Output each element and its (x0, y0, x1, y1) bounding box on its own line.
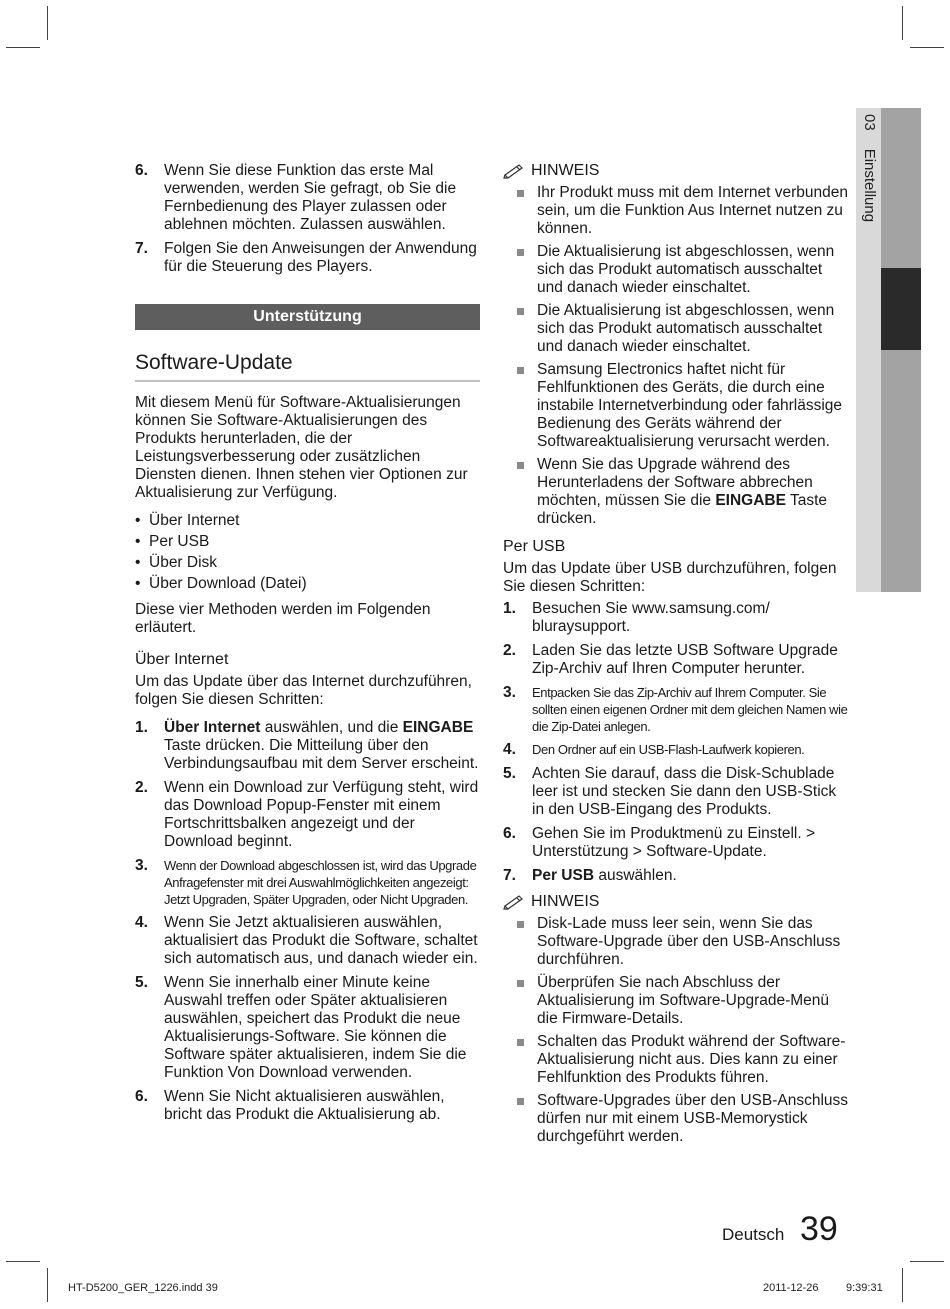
step-number: 1. (135, 719, 148, 736)
list-item (503, 867, 848, 885)
step-text: Besuchen Sie www.samsung.com/ bluraysupport. (532, 600, 770, 635)
note-text: Schalten das Produkt während der Software-Aktualisierung nicht aus. Dies kann zu einer Fehlfunktion des Produkts führen. (537, 1033, 846, 1086)
note-text-part: Wenn Sie das Upgrade während des Herunterladens der Software abbrechen möchten, müssen Sie die (537, 456, 813, 509)
step-text: Wenn ein Download zur Verfügung steht, wird das Download Popup-Fenster mit einem Fortschrittsbalken angezeigt und der Download beginnt. (164, 779, 479, 850)
bold-term: EINGABE (402, 719, 474, 736)
crop-mark (910, 1261, 944, 1262)
note-heading (503, 162, 848, 180)
note-item (517, 1092, 848, 1146)
option-label: Über Download (Datei) (149, 575, 307, 592)
bullet-icon: • (135, 533, 141, 550)
square-bullet-icon (517, 243, 537, 297)
usb-intro: Um das Update über USB durchzuführen, folgen Sie diesen Schritten: (503, 560, 837, 595)
crop-mark (6, 47, 40, 48)
page-number: 39 (800, 1210, 838, 1248)
note-text: Überprüfen Sie nach Abschluss der Aktualisierung im Software-Upgrade-Menü die Firmware-Details. (537, 974, 830, 1027)
step-number: 7. (135, 240, 148, 257)
bold-term: Per USB (532, 867, 595, 884)
list-item (503, 642, 848, 678)
step-text: Wenn Sie Jetzt aktualisieren auswählen, aktualisiert das Produkt die Software, schaltet sich automatisch aus, und danach wieder ein. (164, 914, 478, 967)
note-text (537, 456, 848, 528)
step-number: 1. (503, 600, 516, 617)
options-list (135, 512, 480, 593)
list-item (135, 779, 480, 851)
slug-date: 2011-12-26 (763, 1282, 819, 1294)
option-label: Über Internet (149, 512, 240, 529)
page-title: Software-Update (135, 350, 480, 382)
note-text-part: Taste drücken. (537, 492, 828, 527)
note-text: Die Aktualisierung ist abgeschlossen, wenn sich das Produkt automatisch ausschaltet und danach wieder einschaltet. (537, 302, 835, 355)
section-bar: Unterstützung (135, 304, 480, 330)
usb-heading: Per USB (503, 538, 566, 555)
step-number: 5. (135, 974, 148, 991)
slug-file: HT-D5200_GER_1226.indd 39 (68, 1282, 218, 1294)
crop-mark (902, 6, 903, 40)
step-text: Laden Sie das letzte USB Software Upgrade Zip-Archiv auf Ihren Computer herunter. (532, 642, 838, 677)
footer-language: Deutsch (722, 1225, 785, 1244)
step-number: 4. (503, 741, 516, 758)
note-item (517, 974, 848, 1028)
step-text-part: auswählen. (594, 867, 677, 884)
crop-mark (47, 6, 48, 40)
step-number: 6. (135, 162, 148, 179)
step-text: Den Ordner auf ein USB-Flash-Laufwerk kopieren. (532, 742, 805, 757)
side-tab-label (861, 114, 878, 222)
note-item (517, 243, 848, 297)
note-item (517, 361, 848, 451)
list-item (503, 600, 848, 636)
note-item (517, 1033, 848, 1087)
list-item (135, 575, 480, 593)
square-bullet-icon (517, 302, 537, 356)
step-number: 5. (503, 765, 516, 782)
internet-intro: Um das Update über das Internet durchzuführen, folgen Sie diesen Schritten: (135, 673, 472, 708)
crop-mark (902, 1268, 903, 1302)
step-text-part: auswählen, und die (260, 719, 403, 736)
crop-mark (6, 1261, 40, 1262)
options-note: Diese vier Methoden werden im Folgenden erläutert. (135, 601, 431, 636)
list-item (135, 240, 480, 276)
step-text: Achten Sie darauf, dass die Disk-Schublade leer ist und stecken Sie dann den USB-Stick in den USB-Eingang des Produkts. (532, 765, 837, 818)
note-text: Die Aktualisierung ist abgeschlossen, wenn sich das Produkt automatisch ausschaltet und danach wieder einschaltet. (537, 243, 835, 296)
step-text: Gehen Sie im Produktmenü zu Einstell. > Unterstützung > Software-Update. (532, 825, 816, 860)
list-item (135, 857, 480, 908)
step-number: 2. (135, 779, 148, 796)
slug-time: 9:39:31 (846, 1282, 883, 1294)
option-label: Über Disk (149, 554, 218, 571)
side-tab-strip (881, 108, 921, 592)
side-tab-marker (881, 268, 921, 350)
note-text: Samsung Electronics haftet nicht für Fehlfunktionen des Geräts, die durch eine instabile Internetverbindung oder fahrlässige Bedienung des Geräts während der Softwareaktualisierung verursacht werden. (537, 361, 843, 450)
step-text: Wenn Sie innerhalb einer Minute keine Auswahl treffen oder Später aktualisieren auswählen, speichert das Produkt die neue Aktualisierungs-Software. Sie können die Software später aktualisieren, indem Sie die Funktion Von Download verwenden. (164, 974, 467, 1081)
step-text: Wenn Sie diese Funktion das erste Mal verwenden, werden Sie gefragt, ob Sie die Fernbedienung des Player zulassen oder ablehnen möchten. Zulassen auswählen. (164, 162, 457, 233)
step-number: 6. (503, 825, 516, 842)
note-text: Disk-Lade muss leer sein, wenn Sie das Software-Upgrade über den USB-Anschluss durchführen. (537, 915, 841, 968)
note-item (517, 302, 848, 356)
step-text: Wenn Sie Nicht aktualisieren auswählen, bricht das Produkt die Aktualisierung ab. (164, 1088, 445, 1123)
note-item (517, 456, 848, 528)
step-number: 6. (135, 1088, 148, 1105)
chapter-number: 03 (861, 114, 878, 131)
note-label: HINWEIS (531, 893, 600, 910)
note-text: Software-Upgrades über den USB-Anschluss dürfen nur mit einem USB-Memorystick durchgeführt werden. (537, 1092, 849, 1145)
square-bullet-icon (517, 456, 537, 528)
square-bullet-icon (517, 361, 537, 451)
list-item (135, 974, 480, 1082)
bold-term: EINGABE (715, 492, 786, 509)
note-item (517, 184, 848, 238)
right-column (503, 162, 848, 1151)
step-text-part: Taste drücken. Die Mitteilung über den Verbindungsaufbau mit dem Server erscheint. (164, 737, 479, 772)
step-number: 3. (503, 684, 516, 701)
square-bullet-icon (517, 1033, 537, 1087)
note-label: HINWEIS (531, 162, 600, 179)
step-text: Entpacken Sie das Zip-Archiv auf Ihrem Computer. Sie sollten einen eigenen Ordner mit dem gleichen Namen wie die Zip-Datei anlegen. (532, 685, 848, 734)
step-number: 4. (135, 914, 148, 931)
list-item (135, 512, 480, 530)
chapter-title: Einstellung (861, 148, 878, 223)
bold-term: Über Internet (164, 719, 261, 736)
list-item (135, 914, 480, 968)
bullet-icon: • (135, 554, 141, 571)
internet-heading: Über Internet (135, 651, 229, 668)
list-item (135, 554, 480, 572)
pencil-note-icon (503, 163, 527, 179)
list-item (135, 1088, 480, 1124)
step-text: Wenn der Download abgeschlossen ist, wird das Upgrade Anfragefenster mit drei Auswahlmöglichkeiten angezeigt: Jetzt Upgraden, Später Upgraden, oder Nicht Upgraden. (164, 858, 477, 907)
crop-mark (910, 47, 944, 48)
bullet-icon: • (135, 512, 141, 529)
left-column (135, 162, 480, 1130)
option-label: Per USB (149, 533, 210, 550)
list-item (135, 533, 480, 551)
step-number: 2. (503, 642, 516, 659)
step-number: 7. (503, 867, 516, 884)
note-text: Ihr Produkt muss mit dem Internet verbunden sein, um die Funktion Aus Internet nutzen zu können. (537, 184, 849, 237)
bullet-icon: • (135, 575, 141, 592)
step-text (532, 867, 848, 885)
step-number: 3. (135, 857, 148, 874)
list-item (503, 825, 848, 861)
square-bullet-icon (517, 1092, 537, 1146)
note-heading (503, 893, 848, 911)
note-item (517, 915, 848, 969)
pencil-note-icon (503, 894, 527, 910)
square-bullet-icon (517, 184, 537, 238)
list-item (503, 684, 848, 735)
list-item (503, 765, 848, 819)
crop-mark (47, 1268, 48, 1302)
list-item (135, 162, 480, 234)
list-item (503, 741, 848, 759)
step-text: Folgen Sie den Anweisungen der Anwendung für die Steuerung des Players. (164, 240, 477, 275)
step-text (164, 719, 480, 773)
intro-paragraph: Mit diesem Menü für Software-Aktualisierungen können Sie Software-Aktualisierungen des Produkts herunterladen, die der Leistungsverbesserung oder zusätzlichen Diensten dienen. Ihnen stehen vier Optionen zur Aktualisierung zur Verfügung. (135, 394, 468, 501)
square-bullet-icon (517, 915, 537, 969)
square-bullet-icon (517, 974, 537, 1028)
list-item (135, 719, 480, 773)
